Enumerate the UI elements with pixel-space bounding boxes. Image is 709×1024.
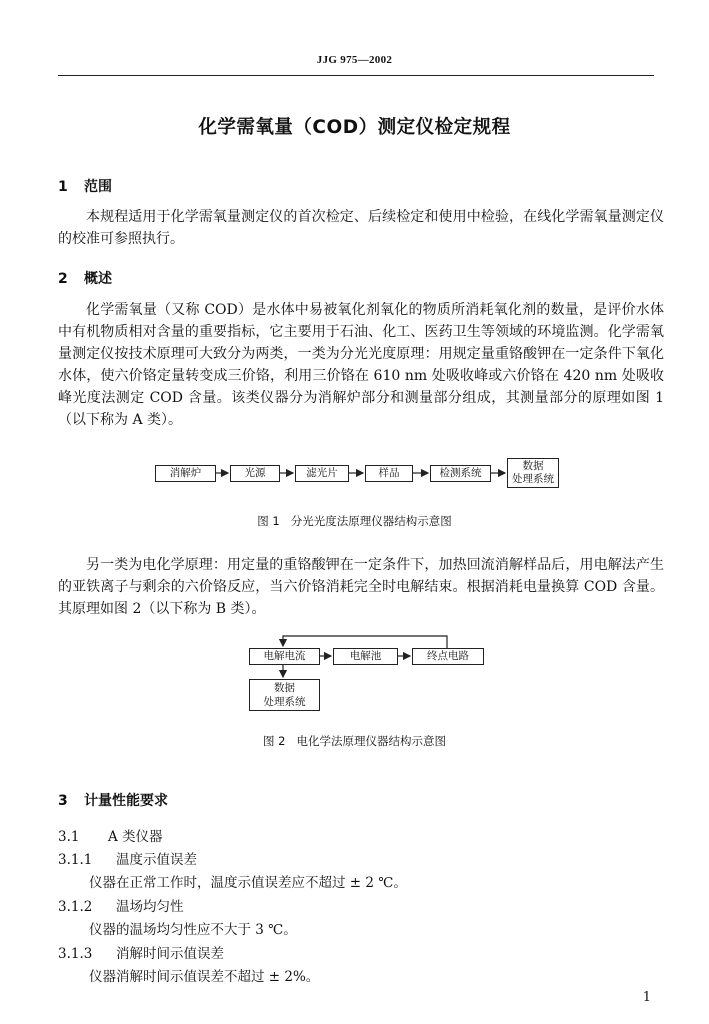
subsection-3-1-title: A 类仪器 — [108, 829, 163, 845]
fig2-label-endpoint-circuit: 终点电路 — [427, 650, 469, 662]
fig2-box-data-processing — [249, 679, 320, 711]
subsection-3-1-2 — [58, 895, 184, 915]
fig2-box-endpoint-circuit — [412, 648, 484, 665]
fig2-label-electrolytic-cell: 电解池 — [349, 650, 382, 662]
figure-1-caption-text: 分光光度法原理仪器结构示意图 — [290, 514, 452, 528]
subsection-3-1-2-number: 3.1.2 — [58, 899, 93, 915]
fig1-label-sample: 样品 — [378, 467, 400, 479]
subsection-3-1-3 — [58, 942, 224, 962]
fig1-label-digestion: 消解炉 — [169, 467, 202, 479]
section-2-paragraph-2: 另一类为电化学原理：用定量的重铬酸钾在一定条件下，加热回流消解样品后，用电解法产生的亚铁离子与剩余的六价铬反应，当六价铬消耗完全时电解结束。根据消耗电量换算 COD 含量。其原理如图 2（以下称为 B 类）。 — [58, 557, 664, 617]
subsection-3-1-1 — [58, 848, 197, 868]
subsection-3-1-1-title: 温度示值误差 — [116, 852, 197, 868]
fig2-box-electrolysis-current — [249, 648, 320, 665]
section-3-title: 计量性能要求 — [84, 793, 168, 809]
subsection-3-1-3-title: 消解时间示值误差 — [116, 946, 224, 962]
subsection-3-1-1-body: 仪器在正常工作时，温度示值误差应不超过 ± 2 ℃。 — [89, 875, 407, 891]
section-1-number: 1 — [58, 179, 68, 195]
section-1-paragraph: 本规程适用于化学需氧量测定仪的首次检定、后续检定和使用中检验，在线化学需氧量测定仪的校准可参照执行。 — [58, 209, 664, 247]
subsection-3-1 — [58, 825, 163, 845]
figure-1-caption-number: 图 1 — [257, 514, 280, 528]
figure-2-caption-text: 电化学法原理仪器结构示意图 — [296, 734, 446, 748]
figure-2-caption — [0, 733, 709, 749]
fig2-label-electrolysis-current: 电解电流 — [263, 650, 306, 662]
subsection-3-1-1-number: 3.1.1 — [58, 852, 93, 868]
fig2-label-processing-system: 处理系统 — [263, 696, 306, 708]
fig1-label-detection: 检测系统 — [439, 467, 482, 479]
fig1-label-light-source: 光源 — [244, 467, 266, 479]
subsection-3-1-3-number: 3.1.3 — [58, 946, 93, 962]
fig2-box-electrolytic-cell — [333, 648, 398, 665]
fig2-label-data: 数据 — [274, 682, 295, 694]
section-1-title: 范围 — [84, 179, 112, 195]
running-header: JJG 975—2002 — [316, 54, 393, 66]
subsection-3-1-3-body: 仪器消解时间示值误差不超过 ± 2%。 — [89, 969, 320, 985]
section-3-heading — [58, 790, 168, 810]
subsection-3-1-number: 3.1 — [58, 829, 80, 845]
section-2-title: 概述 — [84, 271, 112, 287]
fig1-label-data: 数据 — [522, 460, 544, 472]
section-2-paragraph-1: 化学需氧量（又称 COD）是水体中易被氧化剂氧化的物质所消耗氧化剂的数量，是评价水体中有机物质相对含量的重要指标，它主要用于石油、化工、医药卫生等领域的环境监测。化学需氧量测定仪按技术原理可大致分为两类，一类为分光光度原理：用规定量重铬酸钾在一定条件下氧化水体，使六价铬定量转变成三价铬，利用三价铬在 610 nm 处吸收峰或六价铬在 420 nm 处吸收峰光度法测定 COD 含量。该类仪器分为消解炉部分和测量部分组成，其测量部分的原理如图 1（以下称为 A 类）。 — [58, 302, 664, 428]
subsection-3-1-2-title: 温场均匀性 — [116, 899, 184, 915]
fig1-label-processing-system: 处理系统 — [512, 473, 554, 485]
figure-2-caption-number: 图 2 — [263, 734, 286, 748]
subsection-3-1-2-body: 仪器的温场均匀性应不大于 3 ℃。 — [89, 922, 297, 938]
section-2-number: 2 — [58, 271, 68, 287]
section-3-number: 3 — [58, 793, 68, 809]
document-title: 化学需氧量（COD）测定仪检定规程 — [198, 117, 511, 138]
page-number: 1 — [642, 990, 651, 1005]
fig1-label-filter: 滤光片 — [306, 467, 338, 479]
